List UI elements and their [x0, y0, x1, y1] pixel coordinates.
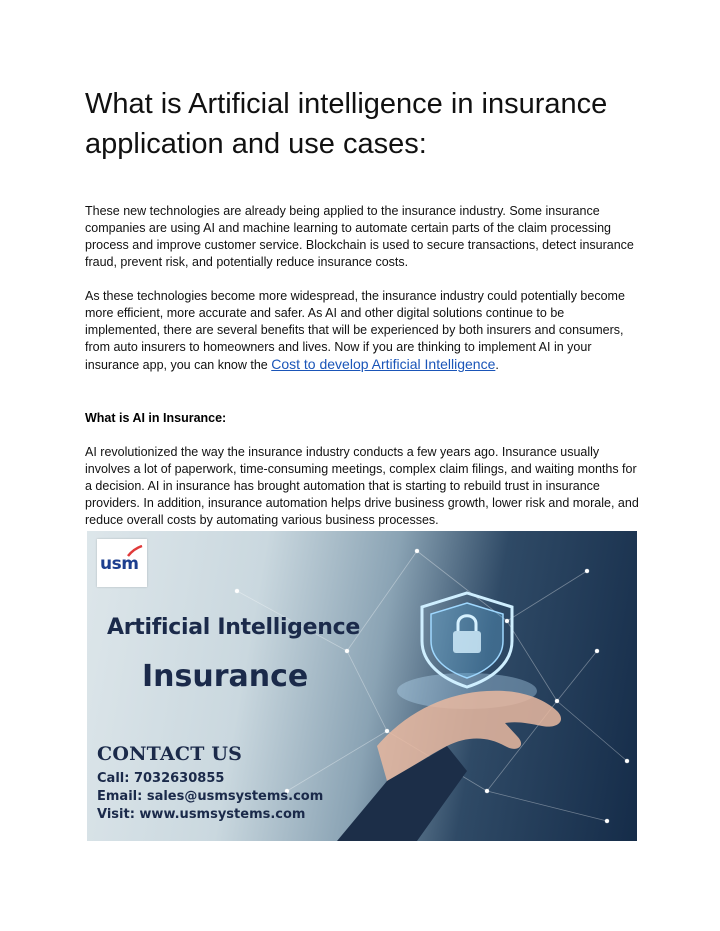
- promo-banner-image: [87, 531, 637, 841]
- ai-insurance-paragraph: AI revolutionized the way the insurance industry conducts a few years ago. Insurance usually involves a lot of paperwork, time-consuming meetings, complex claim filings, and waiting months for a decision. AI in insurance has brought automation that is starting to rebuild trust in insurance providers. In addition, insurance automation helps drive business growth, lower risk and morale, and reduce overall costs by automating various business processes.: [85, 445, 639, 527]
- section-heading: What is AI in Insurance:: [85, 411, 227, 425]
- logo-swoosh-icon: [127, 545, 143, 557]
- benefits-paragraph-text: As these technologies become more widespread, the insurance industry could potentially become more efficient, more accurate and safer. As AI and other digital solutions continue to be implemented, there are several benefits that will be experienced by both insurers and consumers, from auto insurers to homeowners and lives. Now if you are thinking to implement AI in your insurance app, you can know the: [85, 289, 625, 372]
- shield-lock-icon: [422, 593, 512, 687]
- cost-link[interactable]: Cost to develop Artificial Intelligence: [271, 356, 496, 372]
- logo-text: usm: [100, 554, 139, 574]
- banner-title-line1: Artificial Intelligence: [107, 615, 360, 640]
- page-title: What is Artificial intelligence in insurance application and use cases:: [85, 88, 608, 160]
- contact-call: Call: 7032630855: [97, 771, 225, 786]
- contact-email: Email: sales@usmsystems.com: [97, 789, 324, 804]
- intro-paragraph: These new technologies are already being applied to the insurance industry. Some insurance companies are using AI and machine learning to automate certain parts of the claim processing process and improve customer service. Blockchain is used to secure transactions, detect insurance fraud, prevent risk, and potentially reduce insurance costs.: [85, 204, 634, 269]
- contact-heading: CONTACT US: [97, 743, 243, 765]
- benefits-paragraph-end: .: [495, 358, 499, 372]
- contact-visit: Visit: www.usmsystems.com: [97, 807, 306, 822]
- benefits-paragraph: [85, 288, 641, 374]
- banner-title-line2: Insurance: [142, 659, 309, 694]
- usm-logo: [97, 539, 147, 587]
